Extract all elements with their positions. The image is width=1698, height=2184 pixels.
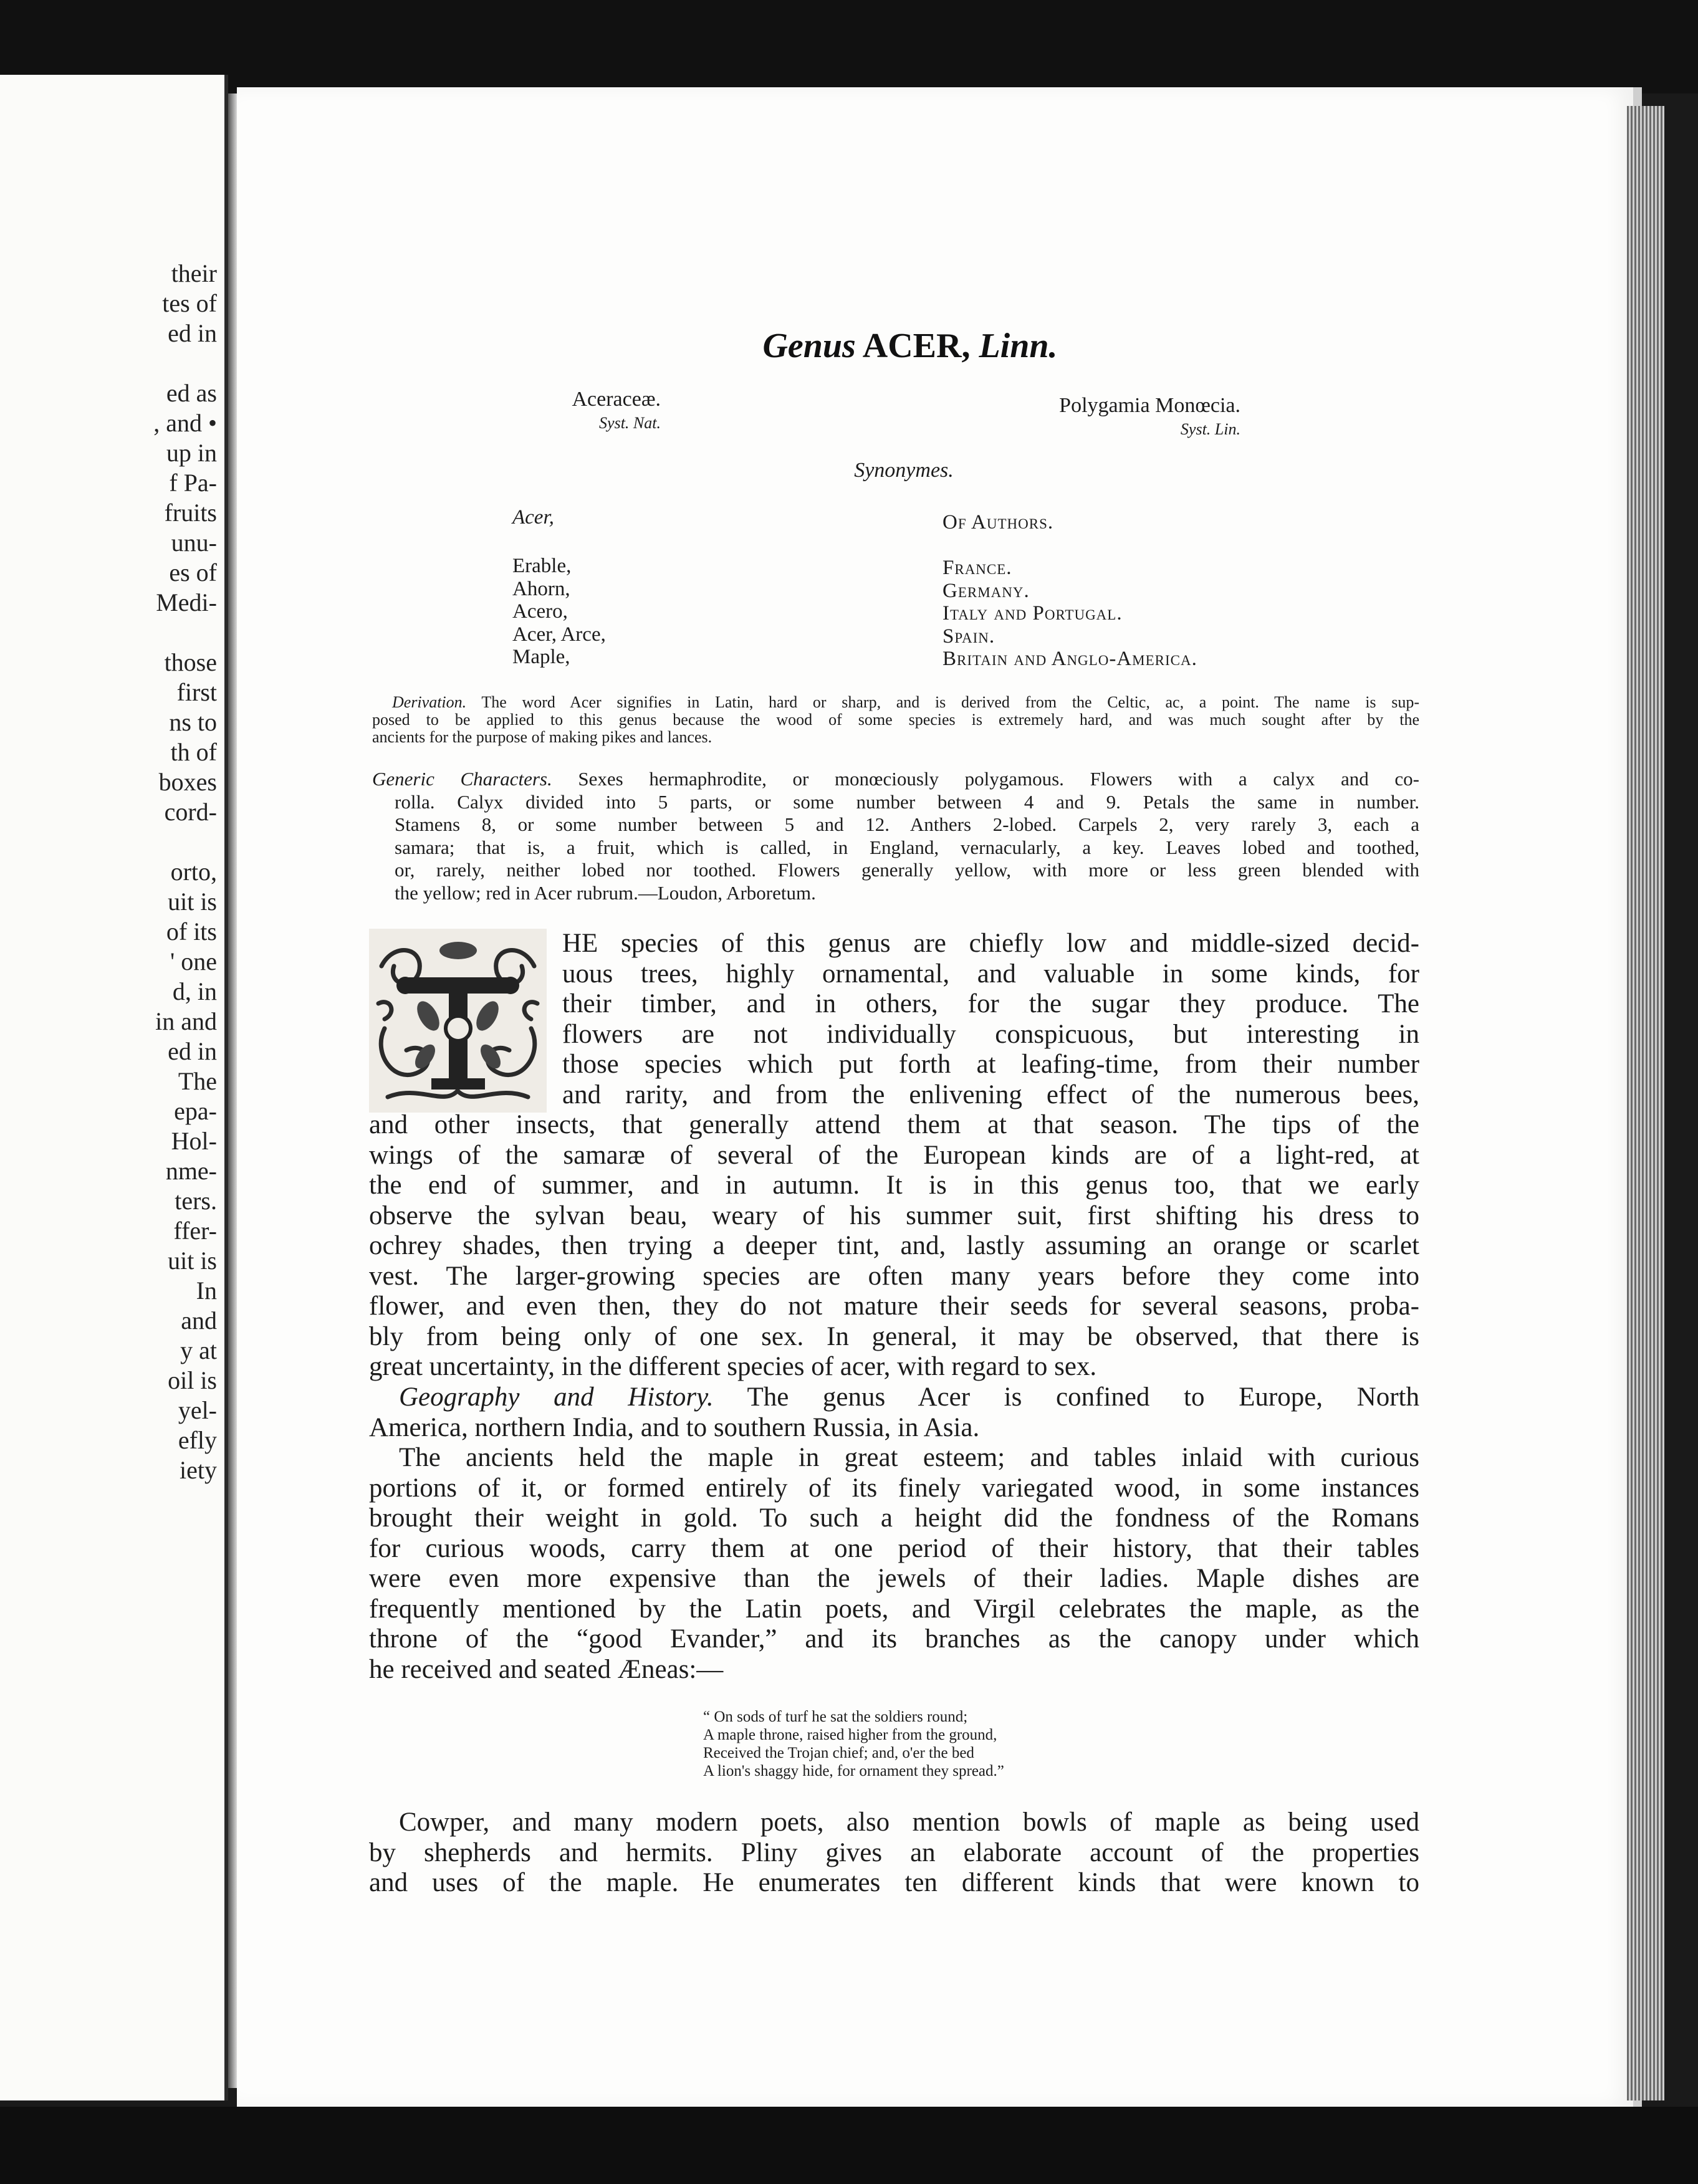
generic-characters-text: or, rarely, neither lobed nor toothed. Flowers generally yellow, with more or less green blended with (395, 859, 1419, 881)
left-page-line: ters. (175, 1187, 217, 1215)
synonym-name: Ahorn, (512, 577, 570, 600)
synonym-name: Acero, (512, 600, 568, 623)
left-page-line: up in (166, 439, 217, 467)
generic-characters-line (372, 768, 1419, 791)
body-line: Cowper, and many modern poets, also mention bowls of maple as being used (399, 1808, 1419, 1837)
geography-label: Geography and History. (399, 1382, 714, 1412)
derivation-text: ancients for the purpose of making pikes and lances. (372, 728, 712, 746)
left-page-line: es of (169, 558, 217, 587)
body-line: portions of it, or formed entirely of its finely variegated wood, in some instances (369, 1473, 1419, 1503)
classification-right (979, 394, 1240, 441)
title-name: ACER, (862, 327, 971, 365)
synonymes-head-right: Of Authors. (943, 511, 1054, 534)
body-line: vest. The larger-growing species are often many years before they come into (369, 1261, 1419, 1291)
generic-characters-text: samara; that is, a fruit, which is called, in England, vernacularly, a key. Leaves lobed and toothed, (395, 836, 1419, 858)
derivation-note (372, 694, 1419, 746)
geography-text-1: The genus Acer is confined to Europe, North (747, 1382, 1419, 1412)
left-page-line: ns to (169, 708, 217, 736)
body-line: brought their weight in gold. To such a height did the fondness of the Romans (369, 1503, 1419, 1533)
left-page-line: ed in (168, 319, 217, 347)
body-full-block (369, 1110, 1419, 1382)
left-page-line: The (178, 1067, 217, 1095)
geography-line-1 (399, 1382, 1419, 1413)
left-page-line: those (164, 648, 217, 676)
classification-left-name: Aceraceæ. (572, 388, 661, 411)
ancients-block (369, 1443, 1419, 1685)
left-page-line: d, in (172, 977, 217, 1005)
generic-characters-line (372, 791, 1419, 814)
derivation-text: The word Acer signifies in Latin, hard or sharp, and is derived from the Celtic, ac, a point. The name is sup- (481, 693, 1420, 711)
quote-line: “ On sods of turf he sat the soldiers round; (703, 1708, 968, 1725)
left-page-line: orto, (170, 858, 217, 886)
synonymes-heading: Synonymes. (854, 459, 954, 482)
left-page-line: nme- (165, 1157, 217, 1185)
body-line: observe the sylvan beau, weary of his summer suit, first shifting his dress to (369, 1200, 1419, 1230)
left-page-line: yel- (178, 1396, 217, 1424)
body-indented-block (562, 929, 1419, 1110)
synonym-country: Spain. (943, 625, 995, 648)
synonym-country: Britain and Anglo-America. (943, 648, 1197, 670)
generic-characters-line (372, 836, 1419, 860)
derivation-line (372, 711, 1419, 729)
left-page (0, 75, 228, 2100)
body-line: those species which put forth at leafing-time, from their number (562, 1050, 1419, 1079)
left-page-line: iety (180, 1456, 217, 1484)
synonym-name: Erable, (512, 555, 572, 577)
body-line: and other insects, that generally attend them at that season. The tips of the (369, 1110, 1419, 1139)
generic-characters-note (372, 768, 1419, 904)
synonym-country: France. (943, 557, 1012, 579)
generic-characters-line (372, 859, 1419, 882)
body-line: were even more expensive than the jewels of their ladies. Maple dishes are (369, 1564, 1419, 1593)
derivation-line (372, 729, 1419, 746)
left-page-line: in and (155, 1007, 217, 1035)
synonym-name: Acer, Arce, (512, 623, 606, 646)
quote-line: A lion's shaggy hide, for ornament they spread.” (703, 1763, 1004, 1779)
page-title (661, 324, 1159, 368)
classification-left (511, 388, 661, 435)
geography-line-2: America, northern India, and to southern Russia, in Asia. (369, 1413, 980, 1442)
body-line: for curious woods, carry them at one period of their history, that their tables (369, 1533, 1419, 1563)
scan-top-border (0, 0, 1698, 93)
body-line: the end of summer, and in autumn. It is in this genus too, that we early (369, 1171, 1419, 1200)
derivation-text: posed to be applied to this genus because the wood of some species is extremely hard, and was much sought after by the (372, 711, 1419, 729)
body-line: flower, and even then, they do not mature their seeds for several seasons, proba- (369, 1291, 1419, 1321)
body-line: The ancients held the maple in great esteem; and tables inlaid with curious (399, 1443, 1419, 1472)
body-line: by shepherds and hermits. Pliny gives an elaborate account of the properties (369, 1837, 1419, 1867)
body-line: ochrey shades, then trying a deeper tint, and, lastly assuming an orange or scarlet (369, 1231, 1419, 1260)
classification-right-name: Polygamia Monœcia. (1059, 394, 1240, 417)
page-edge (1627, 106, 1664, 2100)
generic-characters-text: rolla. Calyx divided into 5 parts, or some number between 4 and 9. Petals the same in number. (395, 790, 1419, 813)
body-line: their timber, and in others, for the sugar they produce. The (562, 989, 1419, 1018)
left-page-line: fruits (164, 499, 217, 527)
left-page-line: tes of (162, 289, 217, 317)
left-page-line: efly (178, 1426, 217, 1454)
left-page-line: In (196, 1276, 217, 1305)
body-line: and rarity, and from the enlivening effect of the numerous bees, (562, 1080, 1419, 1109)
body-line: uous trees, highly ornamental, and valuable in some kinds, for (562, 959, 1419, 989)
cowper-block (369, 1808, 1419, 1899)
generic-characters-text: Sexes hermaphrodite, or monœciously polygamous. Flowers with a calyx and co- (578, 768, 1419, 790)
left-page-line: y at (180, 1336, 217, 1364)
scan-bottom-border (0, 2107, 1698, 2184)
left-page-line: ' one (170, 947, 217, 975)
derivation-line (372, 694, 1419, 711)
left-page-line: uit is (168, 888, 217, 916)
left-page-line: th of (170, 738, 217, 766)
left-page-line: oil is (168, 1366, 217, 1394)
left-page-line: Medi- (156, 588, 217, 616)
synonym-country: Italy and Portugal. (943, 602, 1123, 625)
left-page-line: unu- (171, 529, 217, 557)
title-genus: Genus (762, 327, 856, 365)
left-page-line: uit is (168, 1247, 217, 1275)
generic-characters-text: the yellow; red in Acer rubrum.—Loudon, Arboretum. (395, 881, 816, 904)
decorated-initial-t (369, 929, 547, 1113)
synonymes-head-left: Acer, (512, 506, 554, 529)
synonym-name: Maple, (512, 646, 570, 668)
body-line: throne of the “good Evander,” and its branches as the canopy under which (369, 1624, 1419, 1654)
derivation-label: Derivation. (392, 693, 467, 711)
left-page-line: f Pa- (169, 469, 217, 497)
virgil-quote (703, 1708, 1152, 1780)
left-page-line: first (176, 678, 217, 706)
generic-characters-line (372, 882, 1419, 905)
quote-line: Received the Trojan chief; and, o'er the bed (703, 1745, 974, 1761)
synonym-countries (943, 557, 1317, 671)
body-line: wings of the samaræ of several of the European kinds are of a light-red, at (369, 1140, 1419, 1170)
generic-characters-label: Generic Characters. (372, 768, 552, 790)
generic-characters-text: Stamens 8, or some number between 5 and 12. Anthers 2-lobed. Carpels 2, very rarely 3, each a (395, 813, 1419, 835)
synonym-names (512, 555, 762, 669)
left-page-line: their (171, 259, 217, 287)
left-page-line: Hol- (171, 1127, 217, 1155)
left-page-line: ffer- (173, 1217, 217, 1245)
left-page-line: boxes (158, 768, 217, 796)
body-line: he received and seated Æneas:— (369, 1654, 724, 1684)
body-line: flowers are not individually conspicuous, but interesting in (562, 1019, 1419, 1049)
classification-right-sub: Syst. Lin. (1180, 420, 1240, 438)
left-page-line: cord- (164, 798, 217, 826)
left-page-line: , and • (153, 409, 217, 437)
title-author: Linn. (979, 327, 1058, 365)
body-line: and uses of the maple. He enumerates ten different kinds that were known to (369, 1868, 1419, 1897)
left-page-line: ed in (168, 1037, 217, 1065)
synonym-country: Germany. (943, 579, 1030, 602)
body-line: HE species of this genus are chiefly low and middle-sized decid- (562, 929, 1419, 958)
left-page-line: ed as (166, 379, 217, 407)
body-line: great uncertainty, in the different species of acer, with regard to sex. (369, 1352, 1097, 1381)
left-page-line: and (181, 1306, 217, 1334)
classification-left-sub: Syst. Nat. (599, 414, 661, 432)
body-line: bly from being only of one sex. In general, it may be observed, that there is (369, 1321, 1419, 1351)
left-page-line: epa- (174, 1097, 217, 1125)
body-line: frequently mentioned by the Latin poets, and Virgil celebrates the maple, as the (369, 1594, 1419, 1624)
left-page-line: of its (166, 917, 217, 946)
book-gutter (228, 93, 237, 2088)
generic-characters-line (372, 813, 1419, 836)
quote-line: A maple throne, raised higher from the ground, (703, 1727, 997, 1743)
